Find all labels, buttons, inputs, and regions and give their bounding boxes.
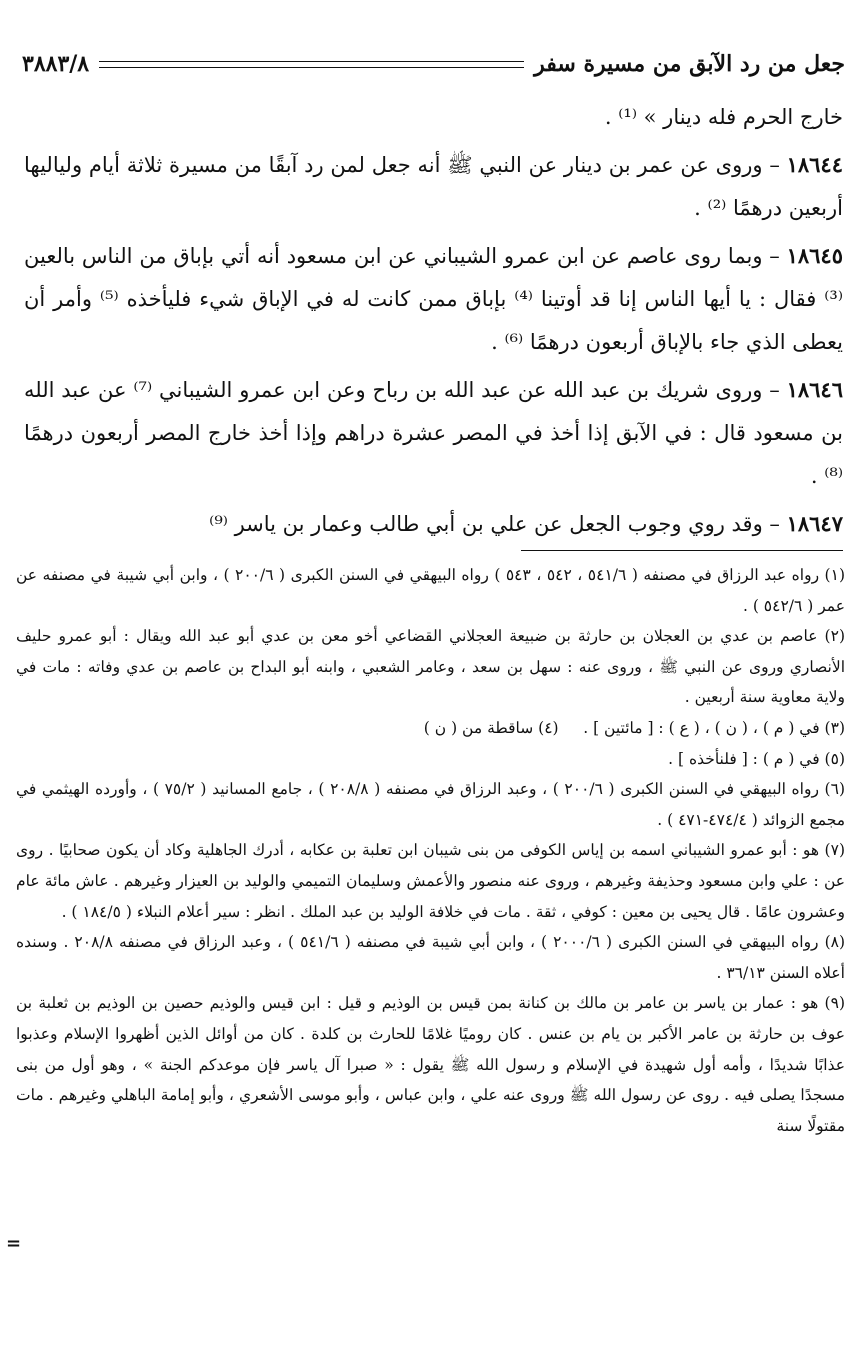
paragraph-text: – وروى عن عمر بن دينار عن النبي ﷺ أنه جعل لمن رد آبقًا من مسيرة ثلاثة أيام ولياليها أربعين درهمًا ⁽²⁾ .	[24, 153, 843, 220]
footnote: (٥) في ( م ) : [ فلنأخذه ] .	[668, 749, 845, 768]
paragraph	[24, 96, 843, 139]
paragraph	[24, 143, 843, 230]
narration-number: ١٨٦٤٦	[786, 377, 843, 402]
footnote: (٦) رواه البيهقي في السنن الكبرى ( ٢٠٠/٦ ) ، وعبد الرزاق في مصنفه ( ٢٠٨/٨ ) ، جامع المسانيد ( ٧٥/٢ ) ، وأورده الهيثمي في مجمع الزوائد ( ٤٧٤/٤-٤٧١ ) .	[16, 780, 845, 829]
page-header	[22, 44, 845, 84]
paragraph-text: – وقد روي وجوب الجعل عن علي بن أبي طالب وعمار بن ياسر ⁽⁹⁾	[209, 512, 787, 536]
header-double-rule	[99, 61, 524, 68]
page-number: ٣٨٨٣/٨	[22, 51, 90, 77]
footnote: (٣) في ( م ) ، ( ن ) ، ( ع ) : [ مائتين ] . (٤) ساقطة من ( ن )	[423, 718, 845, 737]
paragraph-text: خارج الحرم فله دينار » ⁽¹⁾ .	[604, 105, 843, 129]
paragraph	[24, 502, 843, 546]
paragraph	[24, 368, 843, 498]
narration-number: ١٨٦٤٤	[786, 152, 843, 177]
narration-number: ١٨٦٤٥	[786, 243, 843, 268]
paragraph-text: – وبما روى عاصم عن ابن عمرو الشيباني عن ابن مسعود أنه أتي بإباق من الناس بالعين ⁽³⁾ فقال : يا أيها الناس إنا قد أوتينا ⁽⁴⁾ بإباق ممن كانت له في الإباق شيء فليأخذه ⁽⁵⁾ وأمر أن يعطى الذي جاء بالإباق أربعون درهمًا ⁽⁶⁾ .	[24, 244, 844, 354]
paragraph-text: – وروى شريك بن عبد الله عن عبد الله بن رباح وعن ابن عمرو الشيباني ⁽⁷⁾ عن عبد الله بن مسعود قال : في الآبق إذا أخذ في المصر عشرة دراهم وإذا أخذ خارج المصر أربعون درهمًا ⁽⁸⁾ .	[24, 378, 843, 488]
footnotes	[16, 560, 845, 1320]
footnote: (٨) رواه البيهقي في السنن الكبرى ( ٢٠٠٠/٦ ) ، وابن أبي شيبة في مصنفه ( ٥٤١/٦ ) ، وعبد الرزاق في مصنفه ٢٠٨/٨ . وسنده أعلاه السنن ٣٦/١٣ .	[16, 933, 846, 982]
footnote: (١) رواه عبد الرزاق في مصنفه ( ٥٤١/٦ ، ٥٤٢ ، ٥٤٣ ) رواه البيهقي في السنن الكبرى ( ٢٠٠/٦ ) ، وابن أبي شيبة في مصنفه عن عمر ( ٥٤٢/٦ ) .	[16, 566, 845, 615]
footnote-separator	[521, 550, 843, 551]
main-text	[24, 96, 843, 546]
narration-number: ١٨٦٤٧	[786, 511, 843, 536]
footnote-continuation-mark: =	[6, 1233, 22, 1254]
running-title: جعل من رد الآبق من مسيرة سفر	[534, 51, 845, 77]
footnote: (٩) هو : عمار بن ياسر بن عامر بن مالك بن كنانة بمن قيس بن الوذيم و قيل : ابن قيس والوذيم حصين بن الوذيم بن ثعلبة بن عوف بن حارثة بن عامر الأكبر بن يام بن عنس . كان روميًا غلامًا للحارث بن كلدة . كان من أوائل الذين أظهروا الإسلام وعذبوا عذابًا شديدًا ، وأمه أول شهيدة في الإسلام و رسول الله ﷺ يقول : « صبرا آل ياسر فإن موعدكم الجنة » ، وهو أول من بنى مسجدًا يصلى فيه . روى عن رسول الله ﷺ وروى عنه علي ، وابن عباس ، وأبو موسى الأشعري ، وأبو إمامة الباهلي وغيرهم . مات مقتولًا سنة	[16, 994, 845, 1135]
footnote: (٧) هو : أبو عمرو الشيباني اسمه بن إياس الكوفى من بنى شيبان ابن تعلبة بن عكابه ، أدرك الجاهلية وكاد أن يكون صحابيًا . روى عن : علي وابن مسعود وحذيفة وغيرهم ، وروى عنه منصور والأعمش وسليمان التميمي والوليد بن العيزار وغيرهم . عاش مائة عام وعشرون عامًا . قال يحيى بن معين : كوفي ، ثقة . مات في خلافة الوليد بن عبد الملك . انظر : سير أعلام النبلاء ( ١٨٤/٥ ) .	[16, 841, 845, 921]
paragraph	[24, 234, 843, 364]
footnote: (٢) عاصم بن عدي بن العجلان بن حارثة بن ضبيعة العجلاني القضاعي أخو معن بن عدي أبو عبد الله ويقال : أبو عمرو حليف الأنصاري وروى عن النبي ﷺ ، وروى عنه : سهل بن سعد ، وعامر الشعبي ، وابنه أبو البداح بن عاصم بن عدي وفاته : مات في ولاية معاوية سنة أربعين .	[16, 627, 845, 707]
